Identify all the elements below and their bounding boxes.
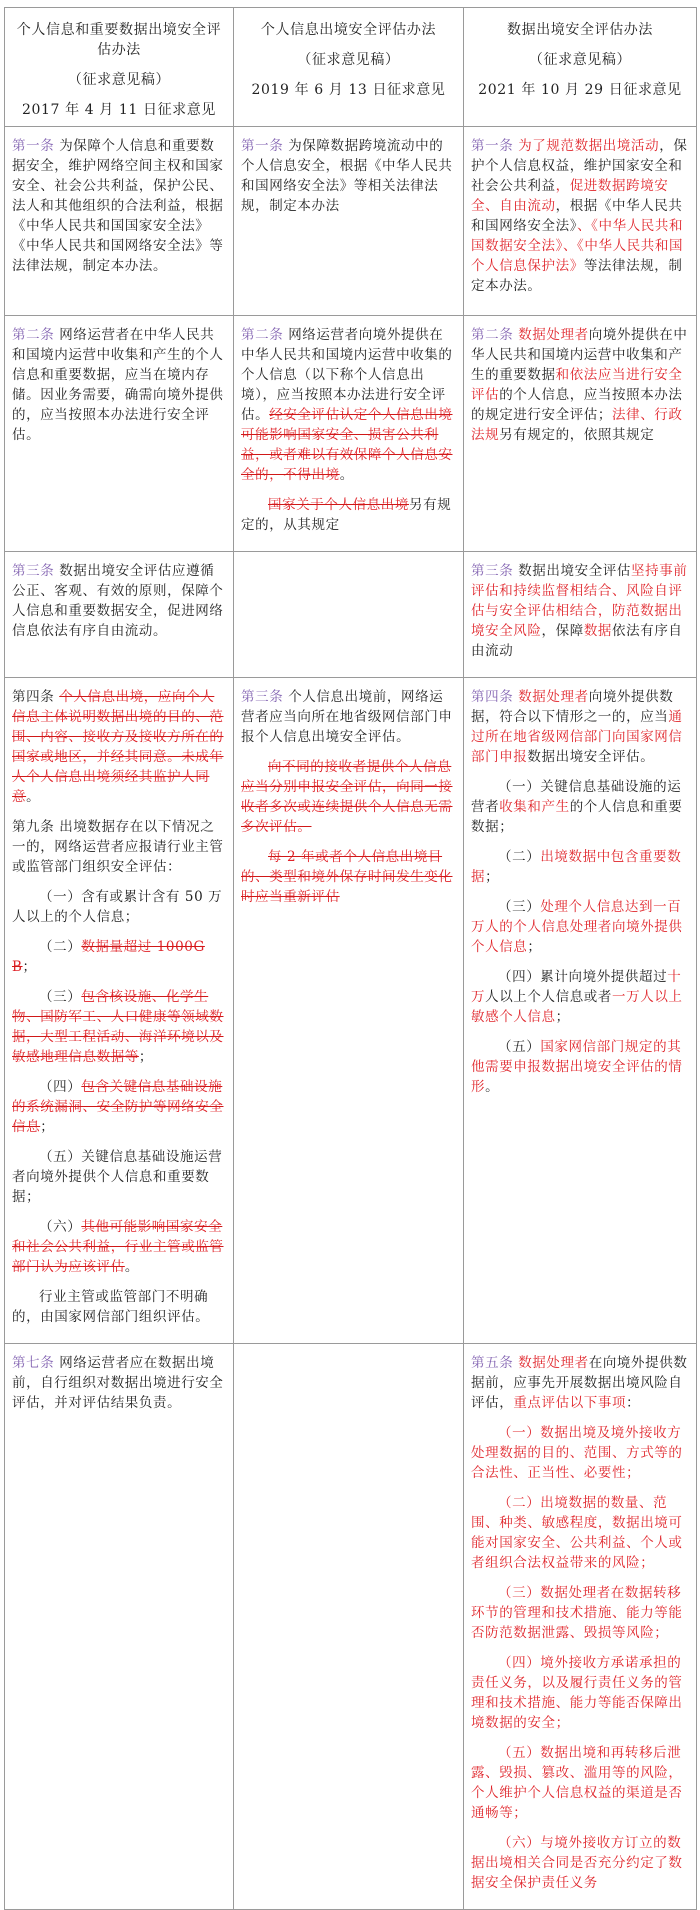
deleted-text: 每 2 年或者个人信息出境目的、类型和境外保存时间发生变化时应当重新评估 [241, 849, 453, 905]
paragraph [12, 1353, 226, 1413]
article-label: 第三条 [471, 563, 514, 579]
header-cell-2019 [234, 8, 464, 127]
text: ，根据《中华人民共和国网络安全法》 [471, 198, 683, 234]
text: 另有规定的，依照其规定 [499, 427, 655, 443]
article-label: 第一条 [12, 138, 55, 154]
paragraph [471, 1743, 689, 1823]
law-subtitle: （征求意见稿） [528, 52, 632, 68]
deleted-text: 个人信息出境，应向个人信息主体说明数据出境的目的、范围、内容、接收方及接收方所在的国家或地区，并经其同意。未成年人个人信息出境须经其监护人同意 [12, 689, 224, 805]
text: ； [22, 959, 37, 975]
text: 第四条 [12, 689, 60, 705]
added-text: 国家网信部门规定的其他需要申报数据出境安全评估的情形 [471, 1039, 683, 1095]
article-row [5, 552, 697, 678]
paragraph [471, 1583, 689, 1643]
paragraph [12, 887, 226, 927]
paragraph [471, 1833, 689, 1893]
paragraph [471, 967, 689, 1027]
added-text: 通过所在地省级网信部门向国家网信部门申报 [471, 709, 683, 765]
text: （三） [39, 989, 82, 1005]
paragraph [471, 847, 689, 887]
added-text: 法律、行政法规 [471, 407, 683, 443]
added-text: （四）境外接收方承诺承担的责任义务，以及履行责任义务的管理和技术措施、能力等能否保障出境数据的安全； [471, 1655, 683, 1731]
article-cell [234, 316, 464, 552]
paragraph [241, 495, 456, 535]
added-text: （一）数据出境及境外接收方处理数据的目的、范围、方式等的合法性、正当性、必要性； [471, 1425, 683, 1481]
text: （三） [498, 899, 541, 915]
added-text: 数据处理者 [513, 1355, 589, 1371]
article-cell [464, 1344, 697, 1910]
article-label: 第七条 [12, 1355, 55, 1371]
added-text: 为了规范数据出境活动 [513, 138, 660, 154]
added-text: 数据 [583, 623, 613, 639]
text: 数据出境安全评估 [513, 563, 632, 579]
paragraph [12, 1077, 226, 1137]
article-cell [464, 678, 697, 1344]
article-row [5, 678, 697, 1344]
deleted-text: 其他可能影响国家安全和社会公共利益，行业主管或监管部门认为应该评估 [12, 1219, 224, 1275]
paragraph [471, 1493, 689, 1573]
added-text: 坚持事前评估和持续监督相结合、风险自评估与安全评估相结合，防范数据出境安全风险 [471, 563, 688, 639]
paragraph [12, 687, 226, 807]
text: 网络运营者向境外提供在中华人民共和国境内运营中收集的个人信息（以下称个人信息出境），应当按照本办法进行安全评估。 [241, 327, 453, 423]
added-text: 处理个人信息达到一百万人的个人信息处理者向境外提供个人信息 [471, 899, 683, 955]
added-text: 数据处理者 [513, 327, 589, 343]
paragraph [12, 1217, 226, 1277]
text: （四） [39, 1079, 82, 1095]
article-cell [5, 678, 234, 1344]
text: ； [527, 939, 542, 955]
text: 数据出境安全评估应遵循公正、客观、有效的原则，保障个人信息和重要数据安全，促进网络信息依法有序自由流动。 [12, 563, 224, 639]
text: 第九条 出境数据存在以下情况之一的，网络运营者应报请行业主管或监管部门组织安全评估： [12, 819, 224, 875]
article-cell [5, 316, 234, 552]
article-label: 第四条 [471, 689, 514, 705]
article-row [5, 127, 697, 316]
paragraph [12, 325, 226, 445]
law-date: 2019 年 6 月 13 日征求意见 [251, 82, 446, 98]
deleted-text: 经安全评估认定个人信息出境可能影响国家安全、损害公共利益，或者难以有效保障个人信息安全的，不得出境 [241, 407, 453, 483]
text: 的个人信息和重要数据； [471, 799, 683, 835]
article-label: 第二条 [471, 327, 514, 343]
text: 在向境外提供数据前，应事先开展数据出境风险自评估， [471, 1355, 688, 1411]
text: 网络运营者应在数据出境前，自行组织对数据出境进行安全评估，并对评估结果负责。 [12, 1355, 224, 1411]
paragraph [12, 1147, 226, 1207]
text: 数据出境安全评估。 [527, 749, 655, 765]
paragraph [471, 687, 689, 767]
law-title: 个人信息和重要数据出境安全评估办法 [16, 22, 222, 58]
text: 。 [26, 789, 41, 805]
added-text: 十万 [471, 969, 682, 1005]
text: ，保护个人信息权益，维护国家安全和社会公共利益 [471, 138, 688, 194]
text: 。 [124, 1259, 139, 1275]
deleted-text: 向不同的接收者提供个人信息应当分别申报安全评估，向同一接收者多次或连续提供个人信息无需多次评估。 [241, 759, 453, 835]
text: ： [626, 1395, 641, 1411]
deleted-text: 包含关键信息基础设施的系统漏洞、安全防护等网络安全信息 [12, 1079, 224, 1135]
text: ，保障 [541, 623, 584, 639]
added-text: 重点评估以下事项 [513, 1395, 627, 1411]
text: 。 [485, 1079, 500, 1095]
paragraph [241, 325, 456, 485]
article-cell [464, 552, 697, 678]
added-text: 收集和产生 [499, 799, 570, 815]
header-cell-2017 [5, 8, 234, 127]
text: 等法律法规，制定本办法。 [471, 258, 683, 294]
paragraph [241, 757, 456, 837]
deleted-text: 国家关于个人信息出境 [268, 497, 409, 513]
text: 向境外提供在中华人民共和国境内运营中收集和产生的重要数据 [471, 327, 688, 383]
article-cell [464, 316, 697, 552]
article-cell [234, 1344, 464, 1910]
paragraph [12, 937, 226, 977]
paragraph [12, 561, 226, 641]
paragraph [471, 1423, 689, 1483]
added-text: ，促进数据跨境安全、自由流动 [471, 178, 669, 214]
article-label: 第五条 [471, 1355, 514, 1371]
text: 的个人信息，应当按照本办法的规定进行安全评估； [471, 387, 683, 423]
text: 人以上个人信息或者 [485, 989, 613, 1005]
article-cell [234, 678, 464, 1344]
header-row [5, 8, 697, 127]
article-cell [464, 127, 697, 316]
text: （五） [498, 1039, 541, 1055]
article-cell [5, 1344, 234, 1910]
text: （一）含有或累计含有 50 万人以上的个人信息； [12, 889, 223, 925]
text: 行业主管或监管部门不明确的，由国家网信部门组织评估。 [12, 1289, 210, 1325]
article-row [5, 1344, 697, 1910]
article-label: 第一条 [471, 138, 514, 154]
text: 另有规定的，从其规定 [241, 497, 452, 533]
text: （一）关键信息基础设施的运营者 [471, 779, 682, 815]
regulation-comparison-table [4, 7, 697, 1910]
law-title: 数据出境安全评估办法 [507, 22, 653, 38]
text: ； [555, 1009, 570, 1025]
paragraph [471, 325, 689, 445]
paragraph [12, 817, 226, 877]
text: 为保障个人信息和重要数据安全，维护网络空间主权和国家安全、社会公共利益，保护公民、法人和其他组织的合法利益，根据《中华人民共和国国家安全法》《中华人民共和国网络安全法》等法律法规，制定本办法。 [12, 138, 224, 274]
text: （二） [39, 939, 82, 955]
added-text: （六）与境外接收方订立的数据出境相关合同是否充分约定了数据安全保护责任义务 [471, 1835, 683, 1891]
paragraph [471, 561, 689, 661]
article-cell [234, 127, 464, 316]
paragraph [471, 1353, 689, 1413]
article-label: 第二条 [241, 327, 284, 343]
paragraph [471, 136, 689, 296]
law-date: 2021 年 10 月 29 日征求意见 [478, 82, 682, 98]
paragraph [12, 1287, 226, 1327]
text: 向境外提供数据，符合以下情形之一的，应当 [471, 689, 674, 725]
header-cell-2021 [464, 8, 697, 127]
article-label: 第三条 [12, 563, 55, 579]
added-text: （五）数据出境和再转移后泄露、毁损、篡改、滥用等的风险，个人维护个人信息权益的渠道是否通畅等； [471, 1745, 683, 1821]
article-label: 第三条 [241, 689, 284, 705]
paragraph [471, 1037, 689, 1097]
text: 依法有序自由流动 [471, 623, 683, 659]
paragraph [241, 687, 456, 747]
law-date: 2017 年 4 月 11 日征求意见 [21, 102, 216, 118]
text: ； [138, 1049, 154, 1065]
paragraph [241, 136, 456, 216]
text: ； [40, 1119, 55, 1135]
article-cell [5, 552, 234, 678]
deleted-text: 包含核设施、化学生物、国防军工、人口健康等领域数据，大型工程活动、海洋环境以及敏感地理信息数据等 [12, 989, 224, 1065]
article-cell [5, 127, 234, 316]
deleted-text: 数据量超过 1000GB [12, 939, 205, 975]
added-text: （二）出境数据的数量、范围、种类、敏感程度，数据出境可能对国家安全、公共利益、个人或者组织合法权益带来的风险； [471, 1495, 683, 1571]
paragraph [471, 1653, 689, 1733]
added-text: （三）数据处理者在数据转移环节的管理和技术措施、能力等能否防范数据泄露、毁损等风险； [471, 1585, 683, 1641]
law-subtitle: （征求意见稿） [297, 52, 400, 68]
law-title: 个人信息出境安全评估办法 [260, 22, 437, 38]
law-subtitle: （征求意见稿） [67, 72, 171, 88]
added-text: 出境数据中包含重要数据 [471, 849, 682, 885]
text: （二） [498, 849, 541, 865]
text: 个人信息出境前，网络运营者应当向所在地省级网信部门申报个人信息出境安全评估。 [241, 689, 453, 745]
text: 。 [339, 467, 354, 483]
article-row [5, 316, 697, 552]
text: （四）累计向境外提供超过 [498, 969, 668, 985]
paragraph [471, 777, 689, 837]
added-text: 、《中华人民共和国数据安全法》、《中华人民共和国个人信息保护法》 [471, 218, 684, 274]
added-text: 数据处理者 [513, 689, 589, 705]
paragraph [471, 897, 689, 957]
article-cell [234, 552, 464, 678]
text: （六） [39, 1219, 82, 1235]
text: ； [485, 869, 500, 885]
added-text: 一万人以上敏感个人信息 [471, 989, 683, 1025]
added-text: 和依法应当进行安全评估 [471, 367, 683, 403]
text: 网络运营者在中华人民共和国境内运营中收集和产生的个人信息和重要数据，应当在境内存储。因业务需要，确需向境外提供的，应当按照本办法进行安全评估。 [12, 327, 224, 443]
article-label: 第二条 [12, 327, 55, 343]
paragraph [241, 847, 456, 907]
paragraph [12, 136, 226, 276]
text: （五）关键信息基础设施运营者向境外提供个人信息和重要数据； [12, 1149, 223, 1205]
article-label: 第一条 [241, 138, 284, 154]
text: 为保障数据跨境流动中的个人信息安全，根据《中华人民共和国网络安全法》等相关法律法规，制定本办法 [241, 138, 453, 214]
paragraph [12, 987, 226, 1067]
